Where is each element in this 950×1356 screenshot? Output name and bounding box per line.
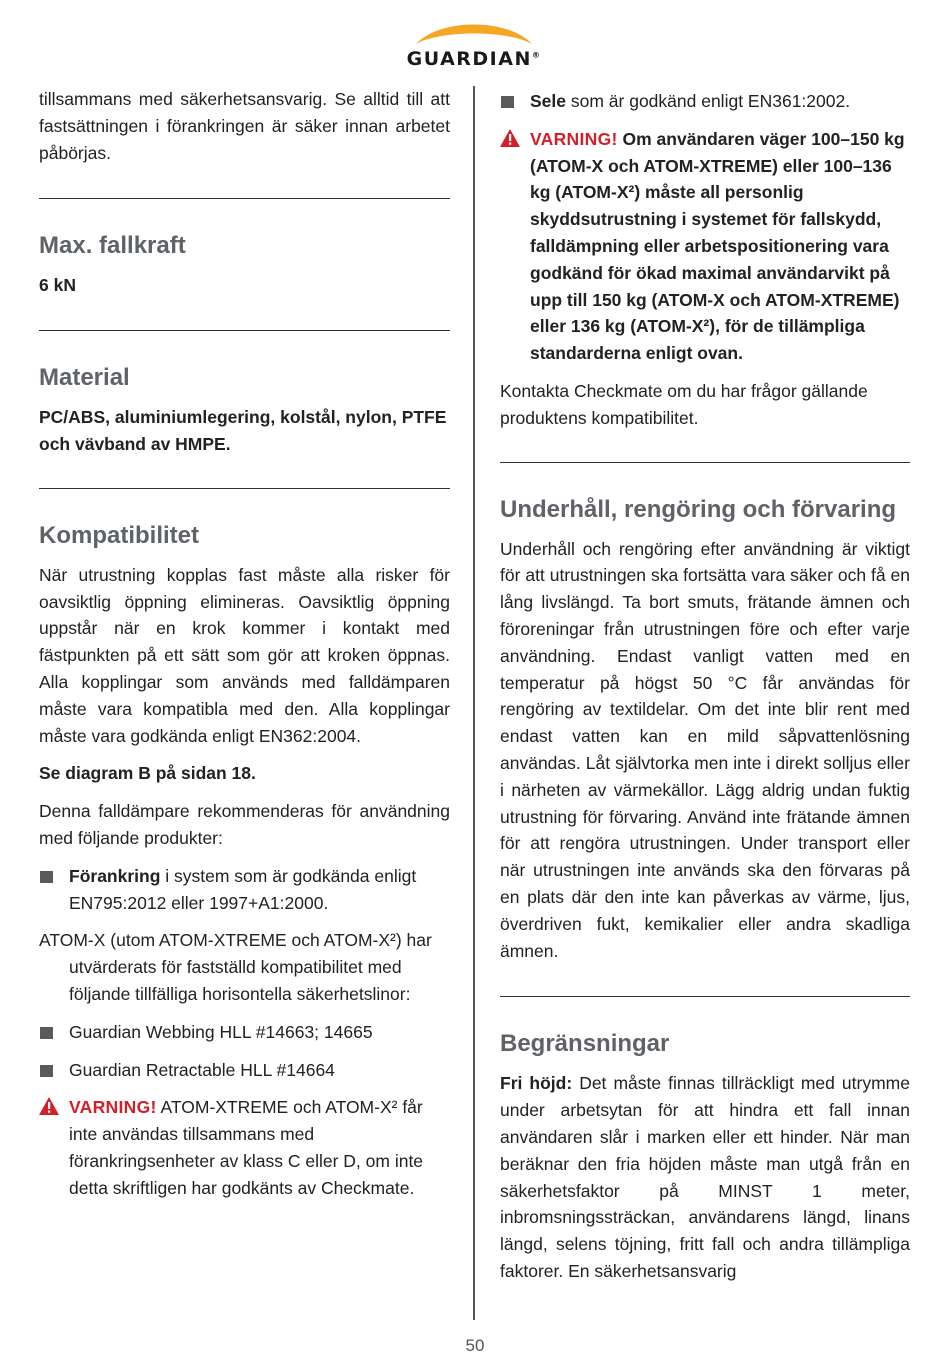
material-text: PC/ABS, aluminiumlegering, kolstål, nylon, PTFE och vävband av HMPE. bbox=[39, 407, 447, 454]
intro-paragraph: tillsammans med säkerhetsansvarig. Se alltid till att fastsättningen i förankringen är säker innan arbetet påbörjas. bbox=[39, 89, 450, 163]
registered-mark: ® bbox=[531, 50, 542, 60]
maintenance-heading: Underhåll, rengöring och förvaring bbox=[500, 495, 897, 523]
bullet-bold-term: Förankring bbox=[69, 865, 161, 886]
left-column bbox=[39, 86, 450, 1213]
diagram-reference: Se diagram B på sidan 18. bbox=[39, 763, 256, 784]
compat-paragraph: När utrustning kopplas fast måste alla risker för oavsiktlig öppning elimineras. Oavsiktlig öppning uppstår när en krok kommer i kontakt med fästpunkten på ett sätt som gör att kroken öppnas. Alla kopplingar som används med falldämparen måste vara kompatibla med den. Alla kopplingar måste vara godkända enligt EN362:2004. bbox=[39, 564, 450, 746]
contact-paragraph: Kontakta Checkmate om du har frågor gällande produktens kompatibilitet. bbox=[500, 380, 868, 428]
bullet-text: som är godkänd enligt EN361:2002. bbox=[566, 91, 851, 111]
square-bullet-icon bbox=[40, 1065, 53, 1077]
warning-text: ATOM-XTREME och ATOM-X² får inte användas tillsammans med förankringsenheter av klass C eller D, om inte detta skriftligen har godkänts av Checkmate. bbox=[69, 1097, 424, 1198]
warning-text: Om användaren väger 100–150 kg (ATOM-X och ATOM-XTREME) eller 100–136 kg (ATOM-X²) måste all personlig skyddsutrustning i systemet för fallskydd, falldämpning eller arbetspositionering vara godkänd för ökad maximal användarvikt på upp till 150 kg (ATOM-X och ATOM-XTREME) eller 136 kg (ATOM-X²), för de tillämpliga standarderna enligt ovan. bbox=[530, 128, 905, 364]
divider bbox=[39, 488, 450, 489]
divider bbox=[39, 330, 450, 331]
logo-text: GUARDIAN bbox=[406, 48, 532, 70]
right-column bbox=[500, 88, 910, 1296]
column-divider bbox=[473, 86, 475, 1320]
page-number: 50 bbox=[465, 1336, 485, 1355]
limits-text: Det måste finnas tillräckligt med utrymme under arbetsytan för att hindra ett fall innan användaren slår i marken eller ett hinder. När man beräknar den fria höjden måste man utgå från en säkerhetsfaktor på MINST 1 meter, inbromsningssträckan, användarens längd, linans längd, selens töjning, fritt fall och andra tillämpliga faktorer. En säkerhetsansvarig bbox=[500, 1073, 910, 1281]
limits-heading: Begränsningar bbox=[500, 1030, 670, 1058]
bullet-text: Guardian Webbing HLL #14663; 14665 bbox=[69, 1021, 373, 1042]
bullet-bold-term: Sele bbox=[530, 91, 566, 111]
square-bullet-icon bbox=[40, 871, 53, 883]
square-bullet-icon bbox=[501, 96, 514, 108]
limits-paragraph bbox=[500, 1070, 910, 1284]
bullet-text: Guardian Retractable HLL #14664 bbox=[69, 1059, 335, 1080]
warning-label: VARNING! bbox=[69, 1097, 157, 1118]
recommend-paragraph: Denna falldämpare rekommenderas för användning med följande produkter: bbox=[39, 801, 450, 848]
max-fallkraft-value: 6 kN bbox=[39, 275, 76, 296]
limits-bold-term: Fri höjd: bbox=[500, 1073, 573, 1094]
guardian-logo bbox=[378, 18, 570, 74]
warning-label: VARNING! bbox=[530, 128, 618, 149]
divider bbox=[500, 462, 910, 463]
max-fallkraft-heading: Max. fallkraft bbox=[39, 232, 186, 260]
list-item bbox=[39, 1057, 450, 1084]
divider bbox=[500, 996, 910, 997]
warning-block bbox=[39, 1094, 450, 1201]
atom-paragraph: ATOM-X (utom ATOM-XTREME och ATOM-X²) har utvärderats för fastställd kompatibilitet med följande tillfälliga horisontella säkerhetslinor: bbox=[39, 930, 432, 1004]
square-bullet-icon bbox=[40, 1027, 53, 1039]
warning-triangle-icon bbox=[39, 1097, 59, 1115]
material-heading: Material bbox=[39, 364, 130, 392]
logo-arc-icon bbox=[378, 18, 570, 52]
list-item bbox=[39, 863, 450, 917]
maintenance-paragraph: Underhåll och rengöring efter användning är viktigt för att utrustningen ska fortsätta vara säker och få en lång livslängd. Ta bort smuts, frätande ämnen och föroreningar från utrustningen före och efter varje användning. Endast vanligt vatten med en temperatur på högst 50 °C får användas för rengöring av textildelar. Om det inte blir rent med endast vatten kan en mild såpvattenlösning användas. Låt självtorka men inte i direkt solljus eller i närheten av värmekällor. Lägg aldrig undan fuktig utrustning för förvaring. Använd inte frätande ämnen för att rengöra utrustningen. Under transport eller när utrustningen inte används ska den förvaras på en plats där den inte kan påverkas av värme, ljus, överdriven fukt, kemikalier eller andra skadliga ämnen. bbox=[500, 538, 910, 961]
list-item bbox=[39, 1019, 450, 1046]
bullet-text: i system som är godkända enligt EN795:2012 eller 1997+A1:2000. bbox=[69, 865, 417, 913]
warning-block bbox=[500, 126, 910, 367]
divider bbox=[39, 198, 450, 199]
list-item bbox=[500, 88, 910, 115]
warning-triangle-icon bbox=[500, 129, 520, 147]
kompatibilitet-heading: Kompatibilitet bbox=[39, 521, 199, 549]
